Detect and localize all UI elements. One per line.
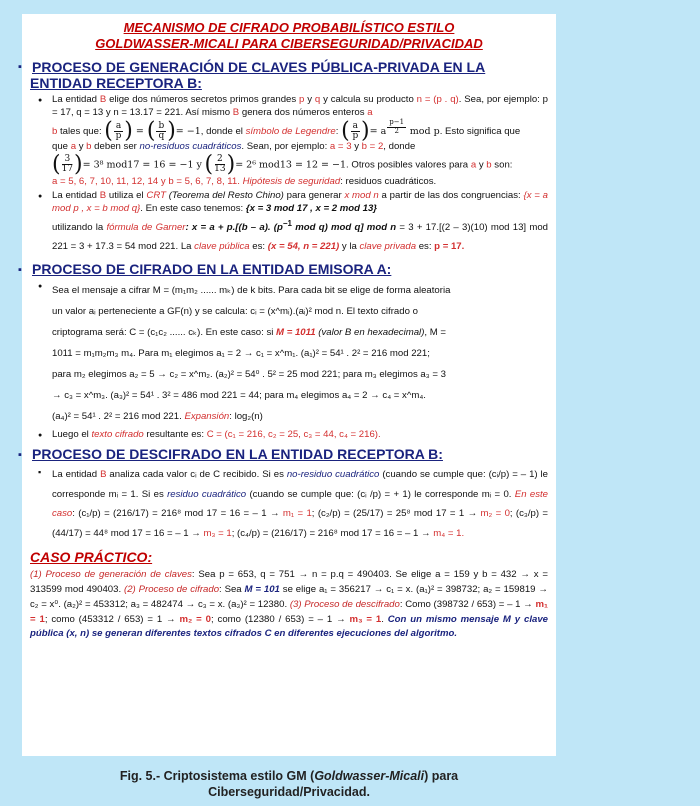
document-title [30, 20, 548, 53]
square-bullet-icon: ▪ [18, 448, 22, 461]
section-key-generation-heading: ▪ PROCESO DE GENERACIÓN DE CLAVES PÚBLICA-PRIVADA EN LA ENTIDAD RECEPTORA B: [18, 58, 486, 92]
section-decryption-heading: ▪ PROCESO DE DESCIFRADO EN LA ENTIDAD RECEPTORA B: [18, 446, 443, 463]
practical-case-text: (1) Proceso de generación de claves: Sea p = 653, q = 751 → n = p.q = 490403. Se elige a = 159 y b = 432 → x = 313599 mod 490403. (2) Proceso de cifrado: Sea M = 101 se elige a₁ = 356217 → c₁ = x. (a₁)² = 398732; a₂ = 159819 → c₂ = x⁰. (a₂)² = 453312; a₃ = 482474 → c₃ = x. (a₃)² = 12380. (3) Proceso de descifrado: Como (398732 / 653) = – 1 → m₁ = 1; como (453312 / 653) = 1 → m₂ = 0; como (12380 / 653) = – 1 → m₃ = 1. Con un mismo mensaje M y clave pública (x, n) se generan diferentes textos cifrados C en diferentes ejecuciones del algoritmo. [30, 569, 548, 640]
legendre-line: b tales que: ( $\frac{a}{p}$ ) = ( $\frac{b}{q}$ )= −1, donde el símbolo de Legendre: ( $\frac{a}{p}$ )= a $^{\frac{p-1}{2}}$ mod p. Esto significa que [52, 118, 521, 144]
document-sheet [18, 14, 556, 756]
fraction-a-p: $\frac{a}{p}$ [115, 120, 122, 142]
square-bullet-icon: ▪ [18, 61, 22, 74]
square-bullet-icon: ▪ [18, 263, 22, 276]
fraction-b-q: $\frac{b}{q}$ [158, 120, 165, 142]
encryption-paragraph-2: ● Luego el texto cifrado resultante es: C = (c₁ = 216, c₂ = 25, c₃ = 44, c₄ = 216). [30, 429, 548, 442]
practical-case-heading: CASO PRÁCTICO: [30, 548, 153, 565]
encryption-paragraph-1: ● Sea el mensaje a cifrar M = (m₁m₂ ...... mₖ) de k bits. Para cada bit se elige de forma aleatoria un valor aᵢ perteneciente a GF(n) y se calcula: cᵢ = (x^mᵢ).(aᵢ)² mod n. El texto cifrado o criptograma será: C = (c₁c₂ ...... cₖ). En este caso: si M = 1011 (valor B en hexadecimal), M = 1011 = m₁m₂m₃ m₄. Para m₁ elegimos a₁ = 2 → c₁ = x^m₁. (a₁)² = 54¹ . 2² = 216 mod 221; para m₂ elegimos a₂ = 5 → c₂ = x^m₂. (a₂)² = 54⁰ . 5² = 25 mod 221; para m₃ elegimos a₃ = 3 → c₃ = x^m₃. (a₃)² = 54¹ . 3² = 486 mod 221 = 44; para m₄ elegimos a₄ = 2 → c₄ = x^m₄. (a₄)² = 54¹ . 2² = 216 mod 221. Expansión: log₂(n) [30, 280, 548, 428]
decryption-paragraph: ▪ La entidad B analiza cada valor cᵢ de C recibido. Si es no-residuo cuadrático (cuando se cumple que: (cᵢ/p) = – 1) le corresponde mᵢ = 1. Si es residuo cuadrático (cuando se cumple que: (cᵢ /p) = + 1) le corresponde mᵢ = 0. En este caso: (c₁/p) = (216/17) = 216⁸ mod 17 = 16 = – 1 → m₁ = 1; (c₂/p) = (25/17) = 25⁸ mod 17 = 1 → m₂ = 0; (c₃/p) = (44/17) = 44⁸ mod 17 = 16 = – 1 → m₃ = 1; (c₄/p) = (216/17) = 216⁸ mod 17 = 16 = – 1 → m₄ = 1. [30, 465, 548, 544]
other-values-line: a = 5, 6, 7, 10, 11, 12, 14 y b = 5, 6, 7, 8, 11. Hipótesis de seguridad: residuos cuadráticos. [52, 175, 437, 187]
key-generation-paragraph-1: ● La entidad B elige dos números secretos primos grandes p y q y calcula su producto n = (p . q). Sea, por ejemplo: p = 17, q = 13 y n = 13.17 = 221. Así mismo B genera dos números enteros a b tales que: ( $\frac{a}{p}$ ) = ( $\frac{b}{q}$ )= −1, donde el símbolo de Legendre: ( $\frac{a}{p}$ )= a $^{\frac{p-1}{2}}$ mod p. Esto significa que que a y b deben ser no-residuos cuadráticos. Sean, por ejemplo: a = 3 y b = 2, donde ( $\frac{3}{17}$ )= 3⁸ mod17 = 16 = −1 y ( $\frac{2}{13}$ )= 2⁶ mod13 = 12 = −1. Otros posibles valores para a y b son: a = 5, 6, 7, 10, 11, 12, 14 y b = 5, 6, 7, 8, 11. Hipótesis de seguridad: residuos cuadráticos. [30, 94, 548, 188]
fraction-a-p-legendre: $\frac{a}{p}$ [352, 120, 359, 142]
section-encryption-heading: ▪ PROCESO DE CIFRADO EN LA ENTIDAD EMISORA A: [18, 261, 392, 277]
fraction-2-13: $\frac{2}{13}$ [214, 153, 226, 175]
fraction-3-17: $\frac{3}{17}$ [61, 153, 74, 175]
key-generation-paragraph-2: ● La entidad B utiliza el CRT (Teorema del Resto Chino) para generar x mod n a partir de las dos congruencias: {x = a mod p , x = b mod q}. En este caso tenemos: {x = 3 mod 17 , x = 2 mod 13} utilizando la fórmula de Garner: x = a + p.[(b – a). ($p^{-1}$ mod q) mod q] mod n = 3 + 17.[(2 – 3)(10) mod 13] mod 221 = 3 + 17.3 = 54 mod 221. La clave pública es: (x = 54, n = 221) y la clave privada es: p = 17. [30, 190, 548, 257]
title-line-1: MECANISMO DE CIFRADO PROBABILÍSTICO ESTILO [123, 20, 455, 35]
title-line-2: GOLDWASSER-MICALI PARA CIBERSEGURIDAD/PRIVACIDAD [95, 36, 483, 52]
non-residue-line: que a y b deben ser no-residuos cuadráticos. Sean, por ejemplo: a = 3 y b = 2, donde [52, 140, 416, 152]
example-legendre-line: ( $\frac{3}{17}$ )= 3⁸ mod17 = 16 = −1 y ( $\frac{2}{13}$ )= 2⁶ mod13 = 12 = −1. Otros posibles valores para a y b son: [52, 151, 513, 177]
garner-line: utilizando la fórmula de Garner: x = a + p.[(b – a). ($p^{-1}$ mod q) mod q] mod n = 3 + 17.[(2 – 3)(10) mod 13] mod 221 = 3 + 17.3 = 54 mod 221. La clave pública es: (x = 54, n = 221) y la clave privada es: p = 17. [52, 218, 548, 253]
figure-caption: Fig. 5.- Criptosistema estilo GM (Goldwasser-Micali) para Ciberseguridad/Privacidad. [119, 769, 459, 800]
